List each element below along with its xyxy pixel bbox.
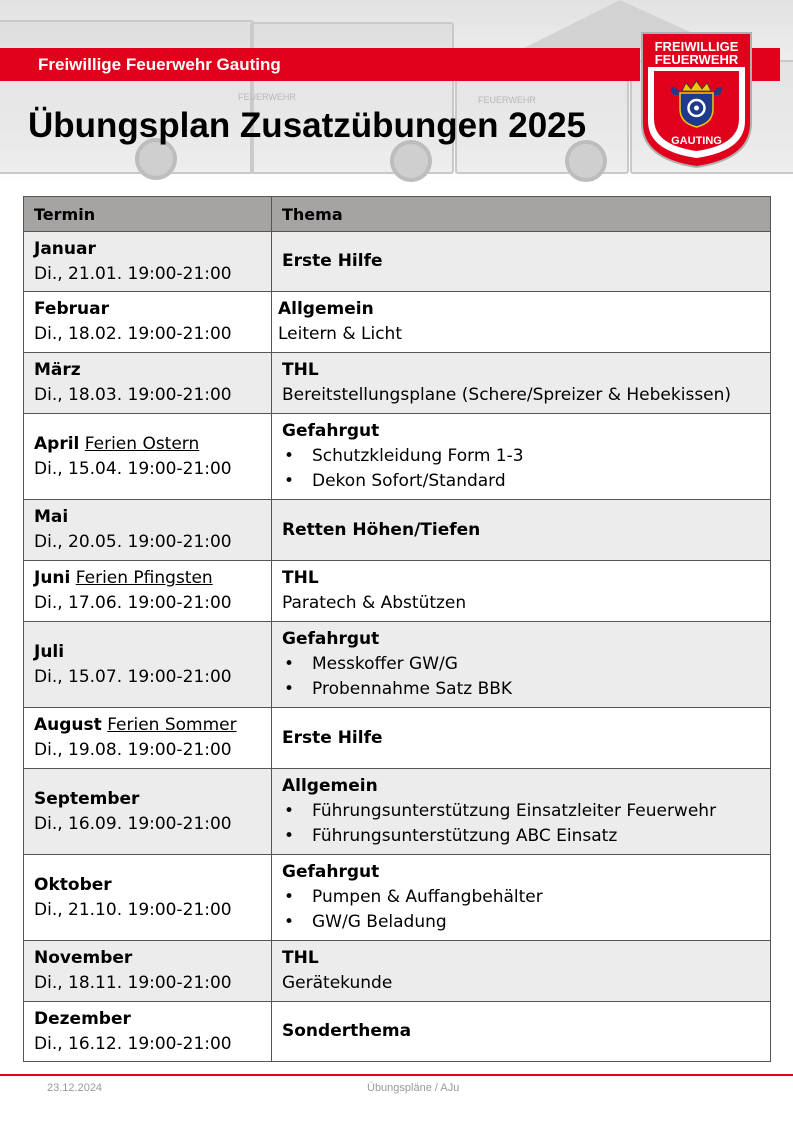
topic-detail: Gerätekunde: [282, 973, 393, 993]
thema-cell: [272, 941, 771, 1002]
bullet-item: • Führungsunterstützung ABC Einsatz: [282, 824, 760, 849]
topic-bullet-list: [282, 444, 760, 494]
bullet-item: • Dekon Sofort/Standard: [282, 469, 760, 494]
bullet-item: • Probennahme Satz BBK: [282, 677, 760, 702]
table-row: [24, 414, 771, 500]
holiday-note: Ferien Ostern: [84, 433, 200, 454]
column-header-thema: Thema: [272, 197, 771, 232]
date-text: Di., 18.11. 19:00-21:00: [34, 973, 232, 993]
date-text: Di., 16.12. 19:00-21:00: [34, 1033, 232, 1054]
date-text: Di., 17.06. 19:00-21:00: [34, 593, 232, 613]
table-row: [24, 292, 771, 353]
date-text: Di., 16.09. 19:00-21:00: [34, 813, 232, 834]
topic-title: THL: [282, 360, 319, 380]
month-label: Dezember: [34, 1008, 131, 1029]
month-label: Juni: [34, 568, 71, 588]
background-truck: [0, 20, 254, 174]
thema-cell: [272, 561, 771, 622]
topic-title: Erste Hilfe: [282, 251, 383, 271]
termin-cell: [24, 708, 272, 769]
month-label: Juli: [34, 641, 65, 662]
termin-cell: [24, 561, 272, 622]
topic-bullet-list: [282, 885, 760, 935]
table-header-row: [24, 197, 771, 232]
thema-cell: [272, 855, 771, 941]
thema-cell: [272, 292, 771, 353]
termin-cell: [24, 353, 272, 414]
table-row: [24, 941, 771, 1002]
month-label: März: [34, 360, 81, 380]
date-text: Di., 21.10. 19:00-21:00: [34, 899, 232, 920]
table-row: [24, 561, 771, 622]
termin-cell: [24, 500, 272, 561]
thema-cell: [272, 353, 771, 414]
thema-cell: [272, 1002, 771, 1062]
background-truck-text: FEUERWEHR: [478, 95, 536, 105]
topic-title: Allgemein: [278, 299, 374, 319]
termin-cell: [24, 941, 272, 1002]
date-text: Di., 19.08. 19:00-21:00: [34, 740, 232, 760]
termin-cell: [24, 769, 272, 855]
thema-cell: [272, 500, 771, 561]
background-truck-text: FEUERWEHR: [238, 92, 296, 102]
month-label: Januar: [34, 238, 96, 259]
background-wheel: [390, 140, 432, 182]
fire-department-crest-logo: [640, 31, 753, 169]
thema-cell: [272, 622, 771, 708]
topic-bullet-list: [282, 652, 760, 702]
termin-cell: [24, 232, 272, 292]
footer-date: 23.12.2024: [47, 1082, 103, 1094]
footer-author: Übungspläne / AJu: [367, 1082, 460, 1094]
column-header-termin: Termin: [24, 197, 272, 232]
logo-text-line2: FEUERWEHR: [654, 52, 739, 67]
termin-cell: [24, 414, 272, 500]
termin-cell: [24, 855, 272, 941]
topic-title: Gefahrgut: [282, 862, 380, 882]
thema-cell: [272, 414, 771, 500]
bullet-item: • Messkoffer GW/G: [282, 652, 760, 677]
topic-detail: Paratech & Abstützen: [282, 593, 467, 613]
header-banner: [0, 0, 793, 182]
training-schedule-table: [23, 196, 771, 1062]
month-label: April: [34, 433, 80, 454]
page-title: Übungsplan Zusatzübungen 2025: [28, 106, 587, 145]
thema-cell: [272, 769, 771, 855]
date-text: Di., 15.04. 19:00-21:00: [34, 458, 232, 479]
topic-detail: Leitern & Licht: [278, 324, 402, 344]
table-row: [24, 500, 771, 561]
topic-bullet-list: [282, 799, 760, 849]
topic-title: Sonderthema: [282, 1021, 412, 1041]
bullet-item: • Pumpen & Auffangbehälter: [282, 885, 760, 910]
date-text: Di., 20.05. 19:00-21:00: [34, 532, 232, 552]
topic-title: THL: [282, 948, 319, 968]
logo-bottom-text: GAUTING: [671, 135, 722, 147]
table-row: [24, 769, 771, 855]
topic-detail: Bereitstellungsplane (Schere/Spreizer & Hebekissen): [282, 385, 732, 405]
organization-name: Freiwillige Feuerwehr Gauting: [38, 55, 281, 74]
date-text: Di., 21.01. 19:00-21:00: [34, 263, 232, 284]
topic-title: Allgemein: [282, 776, 378, 796]
date-text: Di., 15.07. 19:00-21:00: [34, 666, 232, 687]
thema-cell: [272, 708, 771, 769]
termin-cell: [24, 1002, 272, 1062]
bullet-item: • Schutzkleidung Form 1-3: [282, 444, 760, 469]
month-label: Februar: [34, 299, 109, 319]
bullet-item: • Führungsunterstützung Einsatzleiter Feuerwehr: [282, 799, 760, 824]
date-text: Di., 18.02. 19:00-21:00: [34, 324, 232, 344]
topic-title: Gefahrgut: [282, 629, 380, 649]
topic-title: THL: [282, 568, 319, 588]
holiday-note: Ferien Pfingsten: [75, 568, 213, 588]
month-label: Oktober: [34, 874, 112, 895]
holiday-note: Ferien Sommer: [107, 715, 237, 735]
month-label: September: [34, 788, 140, 809]
logo-text-line1: FREIWILLIGE: [654, 39, 739, 54]
month-label: August: [34, 715, 102, 735]
month-label: November: [34, 948, 133, 968]
footer-divider: [0, 1074, 793, 1076]
date-text: Di., 18.03. 19:00-21:00: [34, 385, 232, 405]
table-row: [24, 353, 771, 414]
termin-cell: [24, 292, 272, 353]
background-wheel: [565, 140, 607, 182]
table-row: [24, 622, 771, 708]
table-row: [24, 232, 771, 292]
table-row: [24, 855, 771, 941]
thema-cell: [272, 232, 771, 292]
bullet-item: • GW/G Beladung: [282, 910, 760, 935]
topic-title: Retten Höhen/Tiefen: [282, 519, 481, 540]
termin-cell: [24, 622, 272, 708]
topic-title: Erste Hilfe: [282, 727, 383, 748]
topic-title: Gefahrgut: [282, 421, 380, 441]
month-label: Mai: [34, 507, 69, 527]
table-row: [24, 708, 771, 769]
table-row: [24, 1002, 771, 1062]
